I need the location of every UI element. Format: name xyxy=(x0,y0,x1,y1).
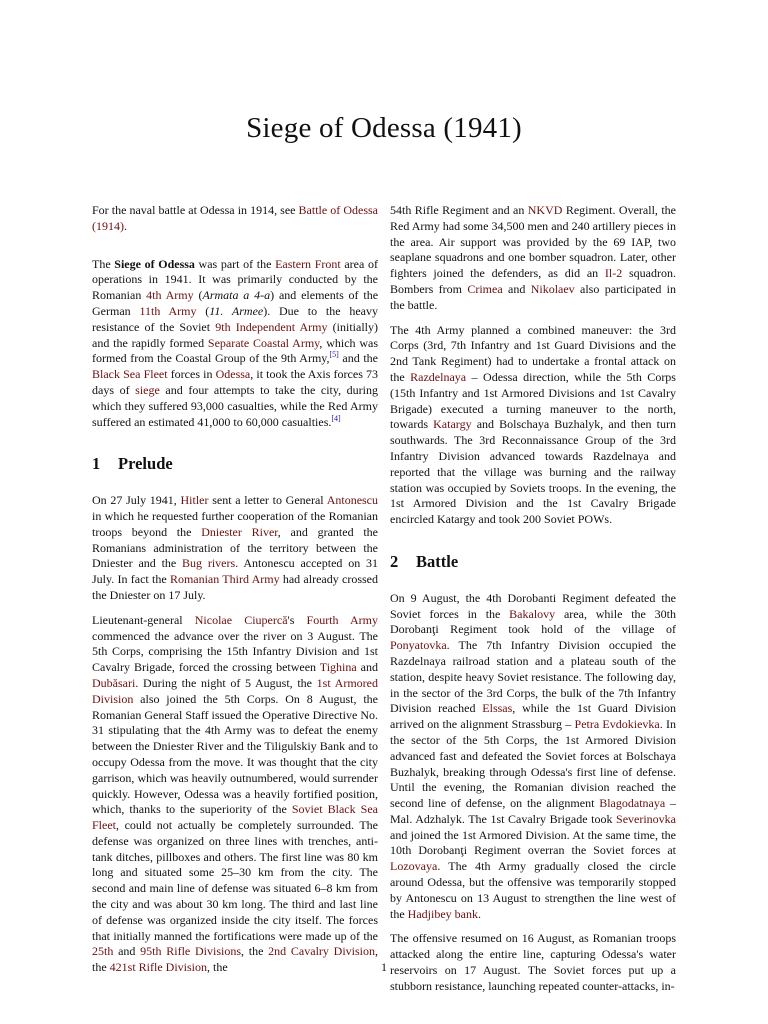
article-link[interactable]: Battle of Odessa (1914) xyxy=(92,203,378,233)
text-run: . The 4th Army gradually closed the circle around Odessa, but the offensive was temporarily stopped by Antonescu on 13 August to strengthen the line west of the xyxy=(390,859,676,921)
text-run: ( xyxy=(196,303,210,318)
article-link[interactable]: Dubăsari xyxy=(92,675,136,690)
article-link[interactable]: Il-2 xyxy=(604,266,623,281)
citation-link[interactable]: [5] xyxy=(329,350,339,360)
text-run: – Odessa direction, while the 5th Corps (15th Infantry and 1st Armored Divisions and 1st Cavalry Brigade) executed a turning maneuver to the north, towards xyxy=(390,369,676,432)
text-run: , the xyxy=(207,960,228,975)
text-run: , the xyxy=(241,944,269,959)
text-run: . During the night of 5 August, the xyxy=(135,675,317,690)
text-run: , could not actually be completely surrounded. The defense was organized on three lines with trenches, anti-tank ditches, pillboxes and others. The first line was 80 km long and situated some 25–30 km from the city. The second and main line of defense was situated 6–8 km from the city and was about 30 km long. The third and last line of defense was organized inside the city itself. The forces that initially manned the fortifications were made up of the xyxy=(92,818,378,943)
article-link[interactable]: Elssas xyxy=(482,701,513,716)
article-link[interactable]: Crimea xyxy=(467,281,503,296)
text-run: and four attempts to take the city, during which they suffered 93,000 casualties, while the Red Army suffered an estimated 41,000 to 60,000 casualties. xyxy=(92,382,378,429)
article-link[interactable]: Odessa xyxy=(215,367,251,382)
text-run: . In the sector of the 5th Corps, the 1st Armored Division advanced fast and defeated the Soviet forces at Bolschaya Buzhalyk, breaking through Odessa's first line of defense. Until the evening, the Romanian division reached the second line of defense, on the alignment xyxy=(390,717,676,811)
article-link[interactable]: Razdelnaya xyxy=(410,369,467,384)
bold-term: Siege of Odessa xyxy=(114,256,195,271)
page-number: 1 xyxy=(381,960,387,974)
text-run: The xyxy=(92,256,115,271)
left-column xyxy=(92,203,378,985)
article-link[interactable]: 11th Army xyxy=(139,303,197,318)
text-run: The offensive resumed on 16 August, as Romanian troops attacked along the entire line, capturing Odessa's water reservoirs on 17 August. The Soviet forces put up a stubborn resistance, launching repeated counter-attacks, in- xyxy=(390,931,676,993)
text-run: squadron. Bombers from xyxy=(390,266,676,296)
text-run: 54th Rifle Regiment and an xyxy=(390,203,528,217)
article-link[interactable]: Romanian Third Army xyxy=(169,572,280,587)
article-link[interactable]: 25th xyxy=(92,944,114,959)
article-link[interactable]: Severinovka xyxy=(616,811,676,826)
article-link[interactable]: Nikolaev xyxy=(530,281,575,296)
article-link[interactable]: Petra Evdokievka xyxy=(574,717,660,732)
article-link[interactable]: 4th Army xyxy=(146,288,194,303)
article-link[interactable]: Katargy xyxy=(433,417,472,432)
article-link[interactable]: Eastern Front xyxy=(275,256,341,271)
article-link[interactable]: Antonescu xyxy=(326,493,379,508)
paragraph xyxy=(92,613,378,976)
text-run: Regiment. Overall, the Red Army had some 34,500 men and 240 artillery pieces in the area. Air support was provided by the 69 IAP, two seaplane squadrons and one bomber squadron. Later, other fighters joined the defenders, as did an xyxy=(390,203,676,281)
article-link[interactable]: Ponyatovka xyxy=(390,638,447,653)
hatnote xyxy=(92,203,378,235)
article-link[interactable]: Black Sea Fleet xyxy=(92,367,168,382)
text-run: ) and elements of the German xyxy=(92,288,379,318)
text-run: For the naval battle at Odessa in 1914, see xyxy=(92,203,299,217)
text-run: sent a letter to General xyxy=(208,493,327,508)
text-run: . Antonescu accepted on 31 July. In fact the xyxy=(92,556,379,587)
paragraph xyxy=(390,591,676,923)
article-link[interactable]: Dniester River xyxy=(201,524,278,539)
article-link[interactable]: 2nd Cavalry Division xyxy=(268,944,375,959)
text-run: was part of the xyxy=(194,256,276,271)
citation-link[interactable]: [4] xyxy=(331,413,341,423)
text-run: , which was formed from the Coastal Group of the 9th Army, xyxy=(92,335,378,366)
section-number: 2 xyxy=(390,551,399,571)
text-run: and Bolschaya Buzhalyk, and then turn southwards. The 3rd Reconnaissance Group of the 3rd Infantry Division advanced towards Razdelnaya and reported that the village was burning and the railway station was occupied by Soviets troops. In the evening, the 1st Armored Division and the 1st Cavalry Brigade encircled Katargy and took 200 Soviet POWs. xyxy=(390,417,677,527)
article-link[interactable]: Blagodatnaya xyxy=(599,796,666,811)
right-column xyxy=(390,203,676,1004)
article-link[interactable]: Hadjibey bank xyxy=(407,906,478,921)
text-run: 's xyxy=(287,612,307,627)
text-run: and joined the 1st Armored Division. At the same time, the 10th Dorobanţi Regiment overran the Soviet forces at xyxy=(390,827,676,858)
text-run: area, while the 30th Dorobanţi Regiment took hold of the village of xyxy=(390,606,676,637)
text-run: , it took the Axis forces 73 days of xyxy=(92,367,378,397)
text-run: also participated in the battle. xyxy=(390,281,677,312)
article-link[interactable]: Soviet Black Sea Fleet xyxy=(92,802,379,833)
text-run: area of operations in 1941. It was primarily conducted by the Romanian xyxy=(92,256,378,303)
article-link[interactable]: Lozovaya xyxy=(390,859,438,874)
paragraph xyxy=(390,323,676,528)
text-run: – Mal. Adzhalyk. The 1st Cavalry Brigade took xyxy=(390,796,677,826)
article-link[interactable]: Tighina xyxy=(319,660,357,675)
article-link[interactable]: Fourth Army xyxy=(306,612,378,627)
text-run: forces in xyxy=(167,367,216,382)
text-run: and the xyxy=(338,351,378,366)
article-link[interactable]: Hitler xyxy=(180,493,209,508)
article-link[interactable]: NKVD xyxy=(527,203,563,217)
article-link[interactable]: siege xyxy=(135,382,160,397)
section-number: 1 xyxy=(92,454,101,474)
article-link[interactable]: Nicolae Ciupercă xyxy=(194,612,288,627)
text-run: . xyxy=(124,218,127,233)
article-link[interactable]: 9th Independent Army xyxy=(215,319,328,334)
section-title: Battle xyxy=(416,551,459,571)
paragraph xyxy=(92,493,378,604)
text-run: commenced the advance over the river on 3 August. The 5th Corps, comprising the 15th Infantry Division and 1st Cavalry Brigade, forced the crossing between xyxy=(92,628,378,675)
paragraph xyxy=(92,257,378,431)
text-run: . xyxy=(477,906,481,921)
italic-term: 11. Armee xyxy=(209,303,264,318)
text-run: and xyxy=(502,281,531,296)
text-run: ( xyxy=(193,288,203,303)
text-run: Lieutenant-general xyxy=(92,612,195,627)
section-heading xyxy=(92,456,378,472)
text-run: , while the 1st Guard Division arrived on the alignment Strassburg – xyxy=(390,701,677,732)
text-run: . The 7th Infantry Division occupied the Razdelnaya railroad station and a plateau south of the station, despite heavy Soviet resistance. The following day, in the sector of the 3rd Corps, the bulk of the 7th Infantry Division reached xyxy=(390,638,676,716)
page-title: Siege of Odessa (1941) xyxy=(246,112,522,144)
text-run: On 9 August, the 4th Dorobanti Regiment defeated the Soviet forces in the xyxy=(390,590,676,621)
text-run: and xyxy=(113,944,141,959)
article-link[interactable]: 95th Rifle Divisions xyxy=(140,944,242,959)
text-run: On 27 July 1941, xyxy=(92,493,181,508)
paragraph xyxy=(390,203,676,314)
text-run: ). Due to the heavy resistance of the Soviet xyxy=(92,303,378,334)
section-heading xyxy=(390,551,676,571)
text-run: and xyxy=(356,660,378,675)
text-run: , and granted the Romanians administration of the territory between the Dniester and the xyxy=(92,524,378,571)
text-run: The 4th Army planned a combined maneuver: the 3rd Corps (3rd, 7th Infantry and 1st Guard Divisions and the 2nd Tank Regiment) had to undertake a frontal attack on the xyxy=(390,322,676,384)
article-link[interactable]: 421st Rifle Division xyxy=(109,960,208,975)
article-link[interactable]: Bakalovy xyxy=(509,606,556,621)
text-run: (initially) and the rapidly formed xyxy=(92,319,378,350)
italic-term: Armata a 4-a xyxy=(202,288,271,303)
section-title: Prelude xyxy=(118,454,173,474)
text-run: , the xyxy=(92,944,378,975)
article-link[interactable]: 1st Armored Division xyxy=(92,675,378,706)
article-link[interactable]: Separate Coastal Army xyxy=(207,335,320,350)
article-link[interactable]: Bug rivers xyxy=(182,556,236,571)
text-run: had already crossed the Dniester on 17 July. xyxy=(92,572,378,602)
text-run: also joined the 5th Corps. On 8 August, the Romanian General Staff issued the Operative Directive No. 31 stipulating that the 4th Army was to defeat the enemy between the Dniester River and the Tiligulskiy Bank and to occupy Odessa from the move. It was thought that the city garrison, which was heavily outnumbered, would surrender quickly. However, Odessa was a heavily fortified position, which, thanks to the superiority of the xyxy=(92,691,378,817)
text-run: in which he requested further cooperation of the Romanian troops beyond the xyxy=(92,508,378,539)
